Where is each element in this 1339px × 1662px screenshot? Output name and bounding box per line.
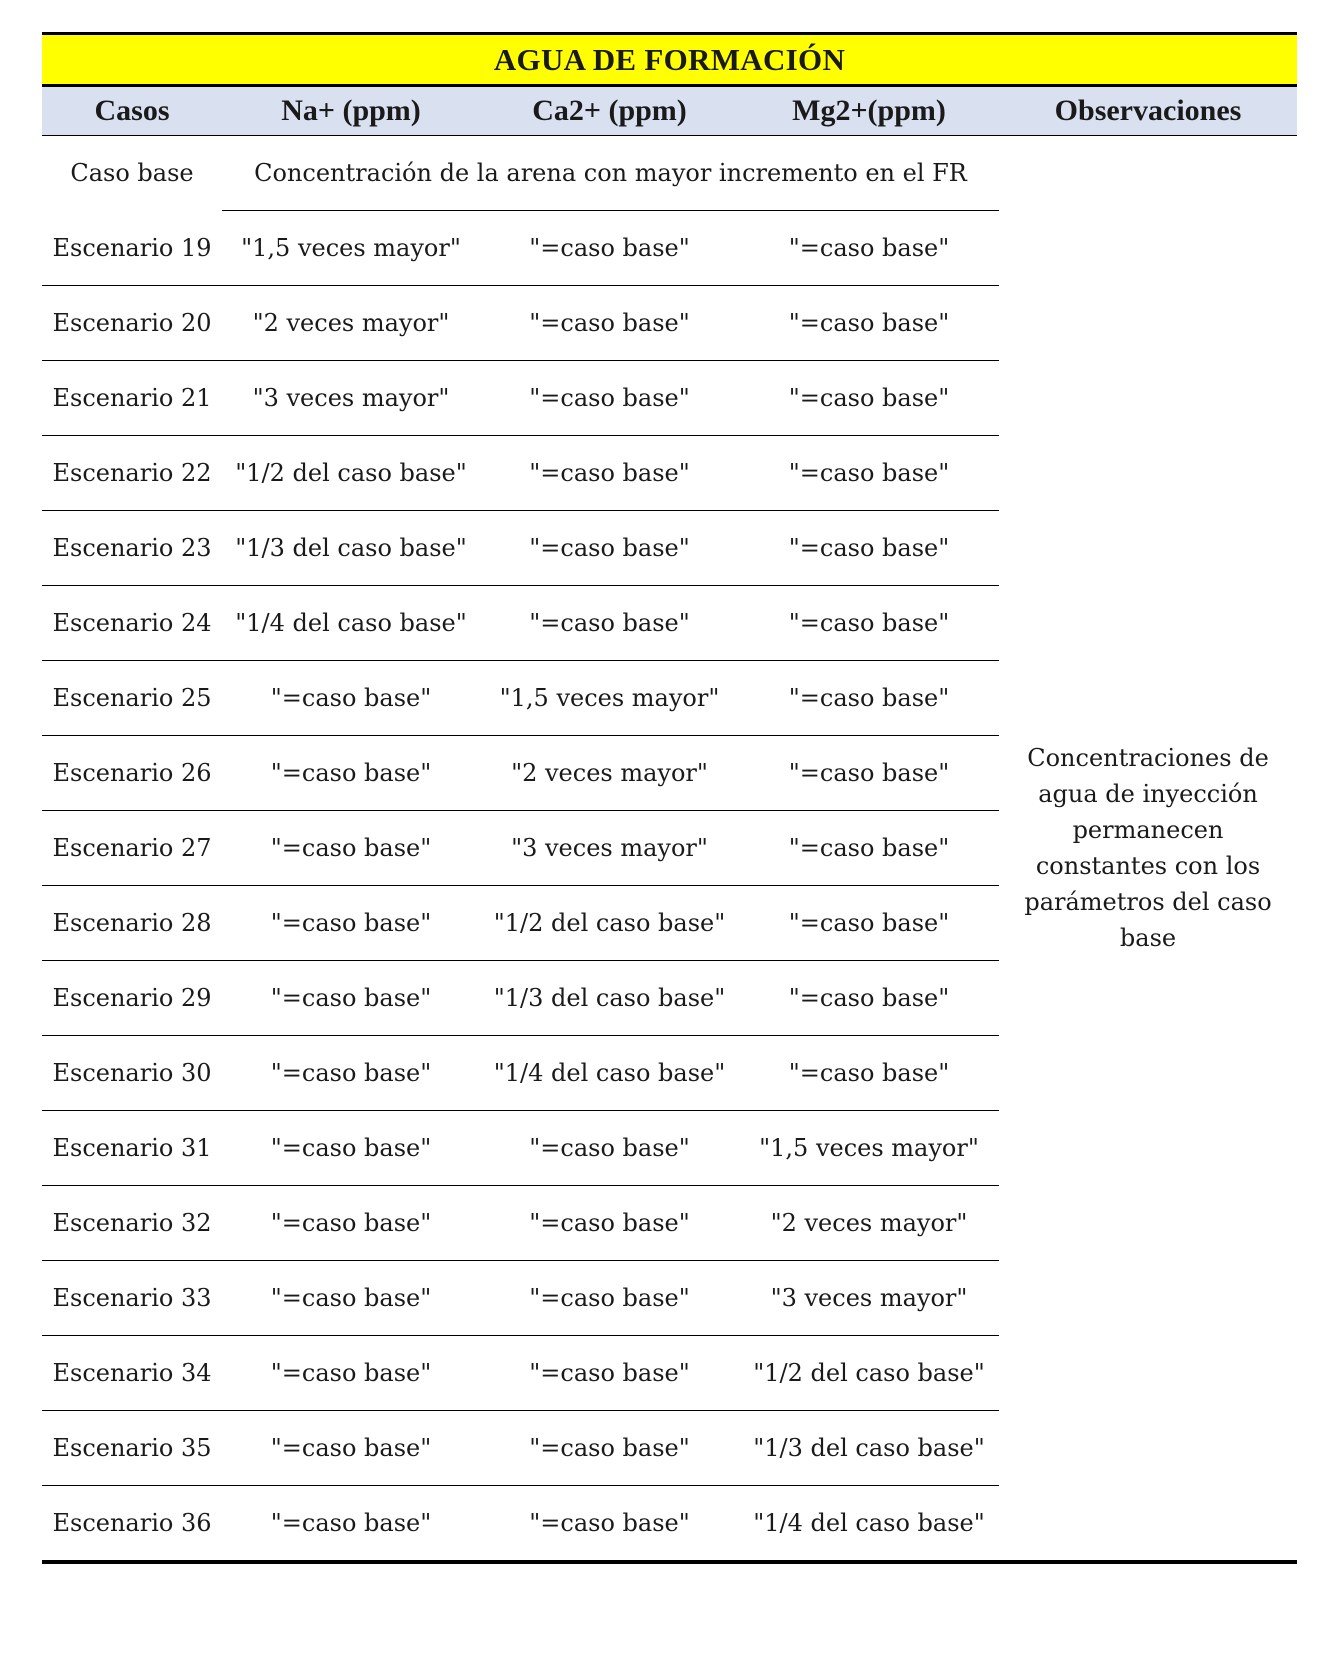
cell-mg: "=caso base" [739, 286, 999, 361]
cell-mg: "=caso base" [739, 361, 999, 436]
cell-case: Escenario 25 [42, 661, 222, 736]
cell-ca: "=caso base" [480, 211, 739, 286]
cell-ca: "2 veces mayor" [480, 736, 739, 811]
cell-na: "=caso base" [222, 811, 480, 886]
cell-case: Escenario 23 [42, 511, 222, 586]
cell-mg: "1,5 veces mayor" [739, 1111, 999, 1186]
cell-ca: "=caso base" [529, 1509, 690, 1537]
cell-case: Escenario 29 [42, 961, 222, 1036]
cell-na: "2 veces mayor" [222, 286, 480, 361]
header-observaciones: Observaciones [999, 86, 1297, 136]
base-case-label: Caso base [70, 159, 194, 188]
cell-case: Escenario 26 [42, 736, 222, 811]
cell-case: Escenario 36 [52, 1509, 212, 1537]
cell-na: "=caso base" [222, 961, 480, 1036]
cell-ca: "3 veces mayor" [480, 811, 739, 886]
cell-case: Escenario 35 [42, 1411, 222, 1486]
header-na: Na+ (ppm) [222, 86, 480, 136]
cell-na: "=caso base" [222, 1336, 480, 1411]
cell-mg: "1/2 del caso base" [739, 1336, 999, 1411]
cell-mg: "2 veces mayor" [739, 1186, 999, 1261]
observation-cell: Concentraciones de agua de inyección permanecen constantes con los parámetros del caso base [1024, 744, 1272, 952]
cell-ca: "=caso base" [480, 361, 739, 436]
cell-na: "=caso base" [222, 661, 480, 736]
header-casos: Casos [42, 86, 222, 136]
cell-case: Escenario 34 [42, 1336, 222, 1411]
cell-ca: "=caso base" [480, 1336, 739, 1411]
cell-na: "1/3 del caso base" [222, 511, 480, 586]
formation-water-table-wrapper [42, 32, 1297, 1564]
cell-case: Escenario 22 [42, 436, 222, 511]
cell-ca: "=caso base" [480, 1186, 739, 1261]
cell-na: "=caso base" [222, 736, 480, 811]
cell-ca: "=caso base" [480, 1261, 739, 1336]
cell-na: "=caso base" [222, 1186, 480, 1261]
cell-mg: "=caso base" [739, 736, 999, 811]
header-mg: Mg2+(ppm) [739, 86, 999, 136]
cell-mg: "3 veces mayor" [739, 1261, 999, 1336]
cell-na: "1/2 del caso base" [222, 436, 480, 511]
cell-ca: "1/3 del caso base" [480, 961, 739, 1036]
cell-mg: "=caso base" [739, 436, 999, 511]
cell-ca: "=caso base" [480, 1111, 739, 1186]
cell-mg: "=caso base" [739, 661, 999, 736]
cell-ca: "1,5 veces mayor" [480, 661, 739, 736]
cell-case: Escenario 31 [42, 1111, 222, 1186]
base-case-row [42, 136, 1297, 211]
cell-case: Escenario 24 [42, 586, 222, 661]
cell-na: "=caso base" [222, 1036, 480, 1111]
cell-ca: "=caso base" [480, 286, 739, 361]
cell-mg: "=caso base" [739, 961, 999, 1036]
table-title: AGUA DE FORMACIÓN [42, 34, 1297, 86]
cell-mg: "=caso base" [739, 886, 999, 961]
cell-case: Escenario 20 [42, 286, 222, 361]
cell-mg: "=caso base" [739, 811, 999, 886]
cell-case: Escenario 19 [42, 211, 222, 286]
column-header-row [42, 86, 1297, 136]
cell-na: "=caso base" [222, 1261, 480, 1336]
formation-water-table [42, 32, 1297, 1560]
header-ca: Ca2+ (ppm) [480, 86, 739, 136]
cell-na: "=caso base" [222, 1111, 480, 1186]
cell-ca: "1/4 del caso base" [480, 1036, 739, 1111]
cell-case: Escenario 32 [42, 1186, 222, 1261]
cell-na: "3 veces mayor" [222, 361, 480, 436]
cell-mg: "=caso base" [739, 511, 999, 586]
cell-mg: "=caso base" [739, 586, 999, 661]
cell-mg: "=caso base" [739, 1036, 999, 1111]
cell-case: Escenario 21 [42, 361, 222, 436]
cell-case: Escenario 33 [42, 1261, 222, 1336]
cell-mg: "1/3 del caso base" [739, 1411, 999, 1486]
cell-na: "=caso base" [222, 1411, 480, 1486]
table-body [42, 136, 1297, 1561]
table-bottom-rule [42, 1560, 1297, 1564]
cell-ca: "=caso base" [480, 511, 739, 586]
cell-case: Escenario 30 [42, 1036, 222, 1111]
cell-na: "1,5 veces mayor" [222, 211, 480, 286]
cell-na: "1/4 del caso base" [222, 586, 480, 661]
cell-na: "=caso base" [222, 886, 480, 961]
cell-mg: "1/4 del caso base" [753, 1509, 985, 1537]
cell-ca: "1/2 del caso base" [480, 886, 739, 961]
cell-na: "=caso base" [270, 1509, 432, 1537]
cell-ca: "=caso base" [480, 1411, 739, 1486]
cell-ca: "=caso base" [480, 586, 739, 661]
table-title-row [42, 34, 1297, 86]
cell-case: Escenario 28 [42, 886, 222, 961]
cell-ca: "=caso base" [480, 436, 739, 511]
cell-mg: "=caso base" [739, 211, 999, 286]
cell-case: Escenario 27 [42, 811, 222, 886]
base-case-description: Concentración de la arena con mayor incremento en el FR [222, 136, 999, 211]
